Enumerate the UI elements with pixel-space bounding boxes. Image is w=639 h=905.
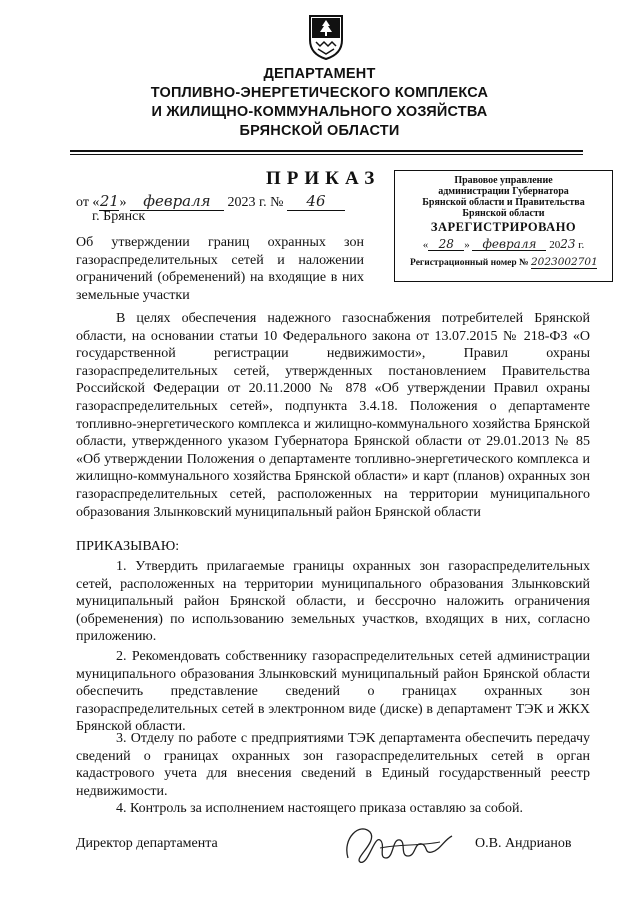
order-year: 2023 г. [227,195,267,210]
order-number-prefix: № [270,195,284,210]
stamp-reg-number: 2023002701 [530,256,598,268]
order-word: ПРИКАЗЫВАЮ: [76,539,180,554]
stamp-year-prefix: 20 [549,239,561,251]
order-item-1 [76,558,590,646]
preamble-paragraph [76,310,590,521]
stamp-year-suffix: 23 [560,237,576,251]
stamp-year-g: г. [578,239,585,251]
stamp-registered: ЗАРЕГИСТРИРОВАНО [430,220,577,234]
signer-position: Директор департамента [76,836,218,851]
department-name-line-4: БРЯНСКОЙ ОБЛАСТИ [239,123,400,139]
stamp-month: февраля [472,239,546,251]
order-city: г. Брянск [92,209,146,224]
date-mid: » [119,195,127,210]
coat-of-arms-emblem [306,12,346,60]
order-month: февраля [130,192,224,211]
stamp-reg-label: Регистрационный номер № [410,258,529,268]
preamble-text: В целях обеспечения надежного газоснабжения потребителей Брянской области, на основании статьи 10 Федерального закона от 13.07.2015 № 218-ФЗ «О государственной регистрации недвижимости», Правил охраны газораспределительных сетей, утвержденных постановлением Правительства Российской Федерации от 20.11.2000 № 878 «Об утверждении Правил охраны газораспределительных сетей», подпункта 3.4.18. Положения о департаменте топливно-энергетического комплекса и жилищно-коммунального хозяйства Брянской области, утвержденного указом Губернатора Брянской области от 29.01.2013 № 85 «Об утверждении Положения о департаменте топливно-энергетического комплекса и жилищно-коммунального хозяйства Брянской области» и карт (планов) охранных зон газораспределительных сетей, расположенных на территории муниципального образования Злынковский муниципальный район Брянской области [76,311,590,520]
stamp-day: 28 [428,239,464,251]
order-item-3-text: 3. Отделу по работе с предприятиями ТЭК департамента обеспечить передачу сведений о границах охранных зон газораспределительных сетей в орган кадастрового учета для внесения сведений в Единый государственный реестр недвижимости. [76,731,590,799]
stamp-reg-line [395,257,612,269]
stamp-line-2: администрации Губернатора [438,186,569,197]
order-item-4 [76,800,590,818]
stamp-line-4: Брянской области [462,208,545,219]
signer-name: О.В. Андрианов [475,836,572,851]
stamp-line-1: Правовое управление [454,175,553,186]
department-name-line-2: ТОПЛИВНО-ЭНЕРГЕТИЧЕСКОГО КОМПЛЕКСА [150,85,489,101]
stamp-line-3: Брянской области и Правительства [422,197,585,208]
handwritten-signature [340,818,460,868]
order-day: 21 [99,192,119,210]
order-item-2 [76,648,590,736]
order-item-1-text: 1. Утвердить прилагаемые границы охранных зон газораспределительных сетей, расположенных на территории муниципального образования Злынковский муниципальный район Брянской области, и бессрочно наложить ограничения (обременения) по использованию земельных участков, входящих в них, согласно приложению. [76,559,590,645]
order-item-3 [76,730,590,800]
order-item-2-text: 2. Рекомендовать собственнику газораспределительных сетей администрации муниципального образования Злынковский муниципальный район Брянской области обеспечить представление сведений о границах охранных зон газораспределительных сетей в электронном виде (диске) в департамент ТЭК и ЖКХ Брянской области. [76,649,590,735]
header-divider [70,150,583,152]
stamp-date: « 28 » февраля 2023 г. [422,237,585,251]
department-name-line-1: ДЕПАРТАМЕНТ [263,66,376,82]
registration-stamp [394,170,613,282]
order-item-4-text: 4. Контроль за исполнением настоящего приказа оставляю за собой. [116,801,524,816]
order-number: 46 [287,192,345,211]
order-title: ПРИКАЗ [266,168,381,189]
header-divider-thin [70,154,583,155]
date-prefix: от « [76,195,100,210]
department-name-line-3: И ЖИЛИЩНО-КОММУНАЛЬНОГО ХОЗЯЙСТВА [151,104,488,120]
order-subject: Об утверждении границ охранных зон газораспределительных сетей и наложении ограничений (обременений) на входящие в них земельные участки [76,235,364,303]
